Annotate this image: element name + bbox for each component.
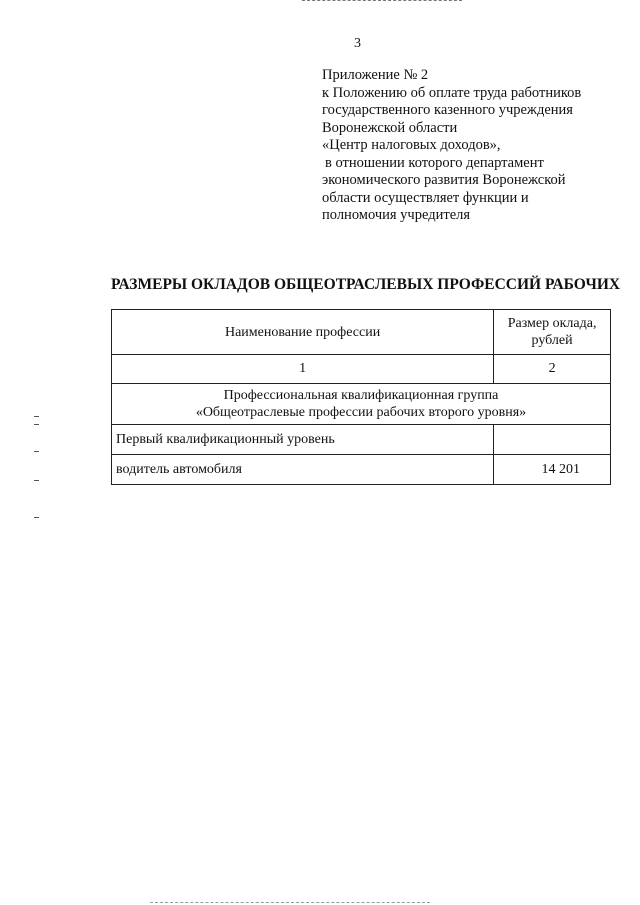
header-salary-amount bbox=[494, 310, 611, 355]
appendix-line: Приложение № 2 bbox=[322, 67, 429, 83]
profession-label: водитель автомобиля bbox=[112, 455, 494, 485]
appendix-line: государственного казенного учреждения bbox=[322, 102, 573, 118]
appendix-line: «Центр налоговых доходов», bbox=[322, 137, 501, 153]
salary-table bbox=[111, 309, 611, 485]
qualification-group-row bbox=[112, 384, 611, 425]
table-row bbox=[112, 425, 611, 455]
appendix-line: Воронежской области bbox=[322, 119, 458, 136]
salary-value: 14 201 bbox=[494, 455, 611, 485]
appendix-line: к Положению об оплате труда работников bbox=[322, 84, 582, 101]
column-number-1: 1 bbox=[112, 355, 494, 384]
column-number-2: 2 bbox=[494, 355, 611, 384]
table-header-row bbox=[112, 310, 611, 355]
qualification-level-label: Первый квалификационный уровень bbox=[112, 425, 494, 455]
appendix-line: экономического развития Воронежской bbox=[322, 172, 566, 188]
header-salary-line: рублей bbox=[531, 333, 573, 348]
appendix-line: области осуществляет функции и bbox=[322, 189, 529, 206]
table-row bbox=[112, 455, 611, 485]
scan-margin-mark bbox=[34, 451, 39, 452]
header-salary-line: Размер оклада, bbox=[507, 316, 597, 331]
scan-bottom-edge-line bbox=[150, 902, 430, 904]
document-heading: РАЗМЕРЫ ОКЛАДОВ ОБЩЕОТРАСЛЕВЫХ ПРОФЕССИЙ РАБОЧИХ bbox=[111, 276, 621, 293]
qualification-group-cell bbox=[112, 384, 611, 425]
appendix-line: полномочия учредителя bbox=[322, 207, 471, 223]
appendix-block bbox=[322, 67, 622, 225]
column-number-row bbox=[112, 355, 611, 384]
scan-margin-mark bbox=[34, 424, 39, 425]
qualification-group-line: Профессиональная квалификационная группа bbox=[223, 388, 499, 403]
page-number: 3 bbox=[354, 36, 361, 51]
scan-top-edge-line bbox=[302, 0, 462, 2]
appendix-line: в отношении которого департамент bbox=[325, 154, 544, 171]
scan-margin-mark bbox=[34, 416, 39, 417]
scan-margin-mark bbox=[34, 517, 39, 518]
scan-margin-mark bbox=[34, 480, 39, 481]
qualification-level-value bbox=[494, 425, 611, 455]
header-profession-name: Наименование профессии bbox=[112, 310, 494, 355]
qualification-group-line: «Общеотраслевые профессии рабочих второго уровня» bbox=[195, 405, 527, 420]
